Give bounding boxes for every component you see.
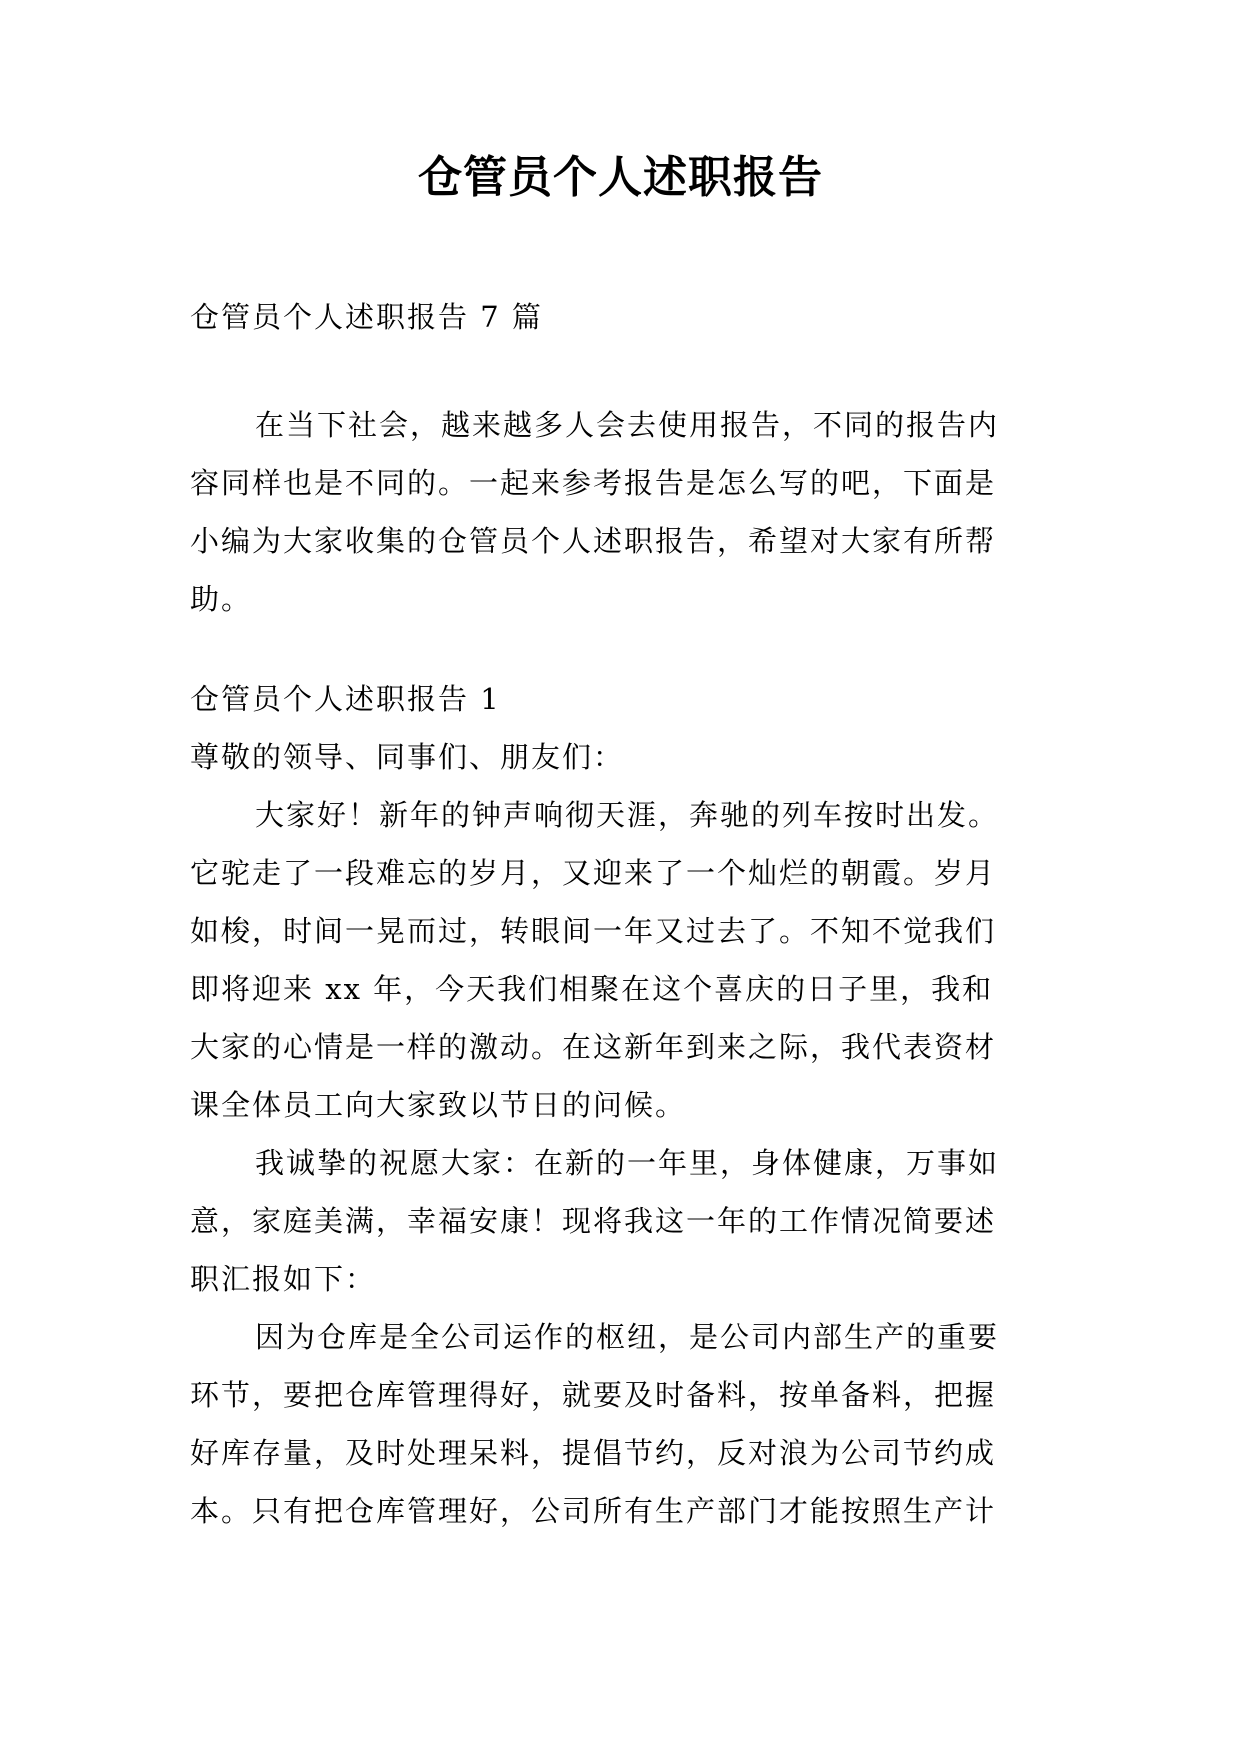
paragraph-wishes bbox=[190, 1134, 1055, 1308]
intro-line: 助。 bbox=[190, 582, 253, 616]
intro-line: 在当下社会，越来越多人会去使用报告，不同的报告内 bbox=[255, 408, 1000, 442]
paragraph-warehouse bbox=[190, 1308, 1055, 1540]
document-body bbox=[190, 288, 1055, 1540]
paragraph-greeting bbox=[190, 786, 1055, 1134]
paragraph-line: 大家的心情是一样的激动。在这新年到来之际，我代表资材 bbox=[190, 1030, 997, 1064]
paragraph-line: 课全体员工向大家致以节日的问候。 bbox=[190, 1088, 687, 1122]
paragraph-line: 意，家庭美满，幸福安康！现将我这一年的工作情况简要述 bbox=[190, 1204, 997, 1238]
paragraph-line: 因为仓库是全公司运作的枢纽，是公司内部生产的重要 bbox=[255, 1320, 1000, 1354]
paragraph-line: 大家好！新年的钟声响彻天涯，奔驰的列车按时出发。 bbox=[255, 798, 1000, 832]
intro-paragraph bbox=[190, 396, 1055, 628]
paragraph-line: 它驼走了一段难忘的岁月，又迎来了一个灿烂的朝霞。岁月 bbox=[190, 856, 997, 890]
intro-line: 小编为大家收集的仓管员个人述职报告，希望对大家有所帮 bbox=[190, 524, 997, 558]
intro-line: 容同样也是不同的。一起来参考报告是怎么写的吧，下面是 bbox=[190, 466, 997, 500]
paragraph-line: 本。只有把仓库管理好，公司所有生产部门才能按照生产计 bbox=[190, 1494, 997, 1528]
paragraph-line: 职汇报如下： bbox=[190, 1262, 377, 1296]
paragraph-line: 如梭，时间一晃而过，转眼间一年又过去了。不知不觉我们 bbox=[190, 914, 997, 948]
paragraph-line: 我诚挚的祝愿大家：在新的一年里，身体健康，万事如 bbox=[255, 1146, 1000, 1180]
paragraph-line: 好库存量，及时处理呆料，提倡节约，反对浪为公司节约成 bbox=[190, 1436, 997, 1470]
paragraph-line: 即将迎来 xx 年，今天我们相聚在这个喜庆的日子里，我和 bbox=[190, 972, 994, 1006]
section-heading: 仓管员个人述职报告 1 bbox=[190, 682, 501, 716]
document-subtitle: 仓管员个人述职报告 7 篇 bbox=[190, 300, 543, 334]
document-title: 仓管员个人述职报告 bbox=[418, 152, 823, 203]
salutation: 尊敬的领导、同事们、朋友们： bbox=[190, 740, 625, 774]
paragraph-line: 环节，要把仓库管理得好，就要及时备料，按单备料，把握 bbox=[190, 1378, 997, 1412]
